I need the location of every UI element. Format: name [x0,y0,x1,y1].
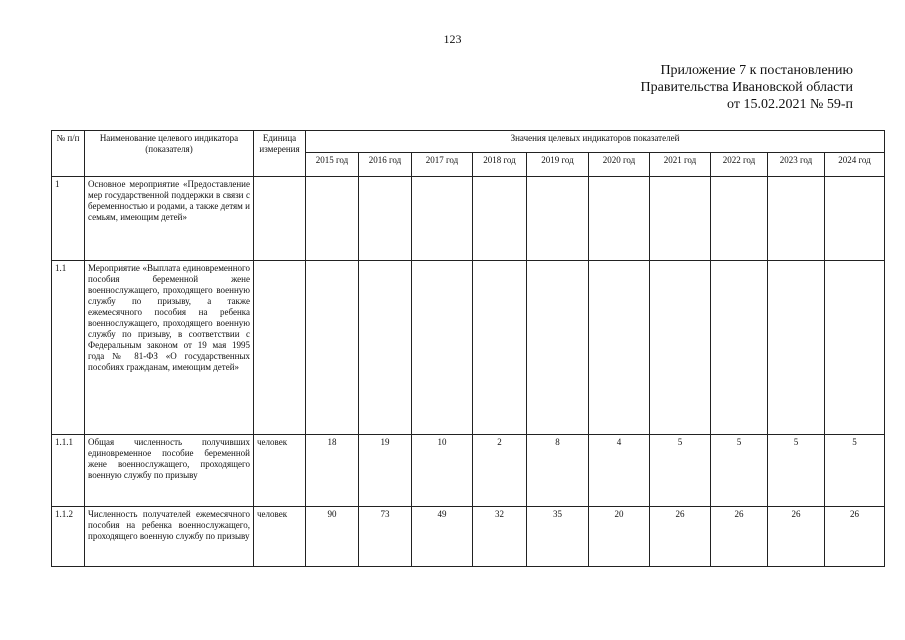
row-value: 5 [768,435,825,507]
row-value: 26 [711,507,768,567]
row-value: 5 [650,435,711,507]
row-value: 18 [306,435,359,507]
row-unit: человек [254,435,306,507]
row-unit [254,261,306,435]
row-num: 1.1.2 [52,507,85,567]
row-value: 5 [711,435,768,507]
row-value [306,177,359,261]
header-year: 2018 год [473,153,527,177]
row-value: 5 [825,435,885,507]
table-row [52,507,885,567]
row-value [711,261,768,435]
header-year: 2021 год [650,153,711,177]
indicators-table [51,130,885,567]
row-value: 35 [527,507,589,567]
row-num: 1.1 [52,261,85,435]
row-name: Мероприятие «Выплата единовременного пособия беременной жене военнослужащего, проходящего военную службу по призыву, а также ежемесячного пособия на ребенка военнослужащего, проходящего военную службу по призыву, в соответствии с Федеральным законом от 19 мая 1995 года № 81-ФЗ «О государственных пособиях гражданам, имеющим детей» [85,261,254,435]
row-value [306,261,359,435]
row-num: 1 [52,177,85,261]
row-value [473,261,527,435]
row-value [527,177,589,261]
row-value [650,261,711,435]
row-num: 1.1.1 [52,435,85,507]
row-name: Численность получателей ежемесячного пособия на ребенка военнослужащего, проходящего военную службу по призыву [85,507,254,567]
table-row [52,435,885,507]
row-value [825,261,885,435]
row-value: 2 [473,435,527,507]
row-name: Общая численность получивших единовременное пособие беременной жене военнослужащего, проходящего военную службу по призыву [85,435,254,507]
row-value [711,177,768,261]
header-year: 2023 год [768,153,825,177]
row-value: 32 [473,507,527,567]
header-unit: Единица измерения [254,131,306,177]
row-value [473,177,527,261]
appendix-line-3: от 15.02.2021 № 59-п [727,97,853,112]
appendix-header [641,62,853,113]
row-value: 49 [412,507,473,567]
header-year: 2015 год [306,153,359,177]
row-value [359,177,412,261]
row-value: 19 [359,435,412,507]
row-unit: человек [254,507,306,567]
header-year: 2020 год [589,153,650,177]
table-row [52,261,885,435]
row-value: 8 [527,435,589,507]
header-num: № п/п [52,131,85,177]
table-row [52,177,885,261]
header-year: 2017 год [412,153,473,177]
header-values-group: Значения целевых индикаторов показателей [306,131,885,153]
row-value [412,177,473,261]
row-value: 73 [359,507,412,567]
row-value: 10 [412,435,473,507]
row-value [589,177,650,261]
row-value: 26 [650,507,711,567]
row-name: Основное мероприятие «Предоставление мер государственной поддержки в связи с беременностью и родами, а также детям и семьям, имеющим детей» [85,177,254,261]
row-value [650,177,711,261]
row-value: 20 [589,507,650,567]
appendix-line-1: Приложение 7 к постановлению [660,63,853,78]
appendix-line-2: Правительства Ивановской области [640,80,853,95]
header-name: Наименование целевого индикатора (показателя) [85,131,254,177]
header-year: 2019 год [527,153,589,177]
row-value [768,261,825,435]
row-value [359,261,412,435]
row-unit [254,177,306,261]
row-value [412,261,473,435]
page-number: 123 [443,32,462,46]
row-value [589,261,650,435]
row-value [825,177,885,261]
row-value: 26 [825,507,885,567]
row-value: 4 [589,435,650,507]
row-value [768,177,825,261]
row-value [527,261,589,435]
row-value: 26 [768,507,825,567]
header-year: 2016 год [359,153,412,177]
header-year: 2022 год [711,153,768,177]
header-year: 2024 год [825,153,885,177]
row-value: 90 [306,507,359,567]
